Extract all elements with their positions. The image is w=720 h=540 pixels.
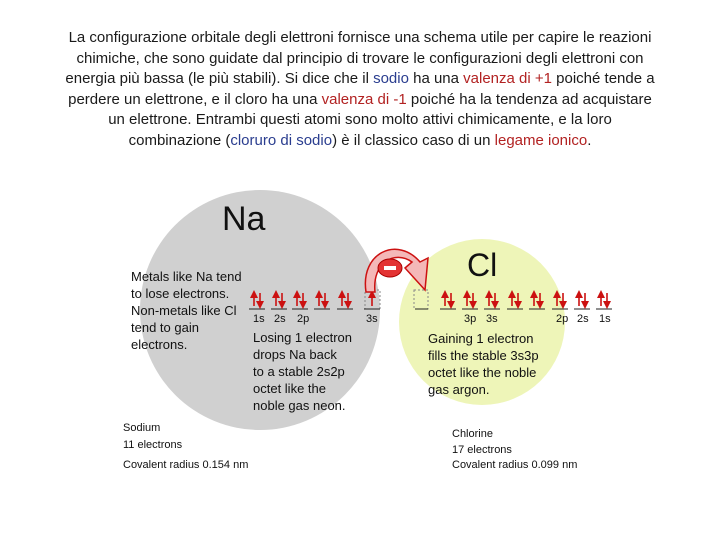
intro-text-2: ha una bbox=[408, 70, 464, 87]
chlorine-covalent-radius: Covalent radius 0.099 nm bbox=[452, 459, 578, 471]
sodium-name: Sodium bbox=[123, 422, 161, 434]
orbital-label: 2s bbox=[274, 313, 286, 325]
cloruro-term: cloruro di sodio bbox=[230, 131, 333, 149]
orbital-label: 1s bbox=[599, 313, 611, 325]
orbital-label: 3s bbox=[486, 313, 498, 325]
sodium-symbol: Na bbox=[222, 200, 266, 238]
intro-text-6: . bbox=[587, 131, 592, 149]
sodium-electron-count: 11 electrons bbox=[123, 439, 183, 451]
metals-note-line: Non-metals like Cl bbox=[131, 303, 237, 318]
losing-note bbox=[253, 330, 352, 413]
orbital-label: 3p bbox=[464, 313, 477, 325]
chlorine-info bbox=[452, 428, 577, 471]
intro-text-4: poiché ha la tendenza ad acquistare un elettrone. Entrambi questi atomi sono molto attivi chimicamente, e la loro combinazione ( bbox=[108, 90, 652, 149]
orbital-label: 2p bbox=[556, 313, 569, 325]
chlorine-name: Chlorine bbox=[452, 428, 493, 440]
chlorine-electron-count: 17 electrons bbox=[452, 444, 512, 456]
intro-text-5: ) è il classico caso di un bbox=[332, 131, 495, 149]
sodio-term: sodio bbox=[373, 70, 409, 87]
sodium-covalent-radius: Covalent radius 0.154 nm bbox=[123, 459, 249, 471]
losing-note-line: to a stable 2s2p bbox=[253, 364, 345, 379]
metals-note-line: electrons. bbox=[131, 337, 188, 352]
losing-note-line: noble gas neon. bbox=[253, 398, 346, 413]
chlorine-symbol: Cl bbox=[467, 247, 498, 283]
legame-term: legame ionico bbox=[494, 131, 588, 149]
gaining-note-line: octet like the noble bbox=[428, 365, 537, 380]
valenza-cl-term: valenza di -1 bbox=[321, 90, 407, 108]
valenza-na-term: valenza di +1 bbox=[463, 70, 552, 87]
orbital-label: 3s bbox=[366, 313, 378, 325]
electron-minus-sign bbox=[384, 266, 396, 270]
orbital-label: 1s bbox=[253, 313, 265, 325]
gaining-note-line: Gaining 1 electron bbox=[428, 331, 534, 346]
orbital-label: 2s bbox=[577, 313, 589, 325]
metals-note-line: Metals like Na tend bbox=[131, 269, 242, 284]
losing-note-line: Losing 1 electron bbox=[253, 330, 353, 345]
losing-note-line: drops Na back bbox=[253, 347, 337, 362]
intro-text-1: La configurazione orbitale degli elettroni fornisce una schema utile per capire le reazioni chimiche, che sono guidate dal principio di trovare le configurazioni degli elettroni con energia più bassa (le più stabili). Si dice che il bbox=[65, 29, 652, 87]
metals-note-line: to lose electrons. bbox=[131, 286, 230, 301]
sodium-info bbox=[123, 422, 248, 471]
losing-note-line: octet like the bbox=[253, 381, 326, 396]
orbital-label: 2p bbox=[297, 313, 310, 325]
metals-note-line: tend to gain bbox=[131, 320, 199, 335]
gaining-note-line: fills the stable 3s3p bbox=[428, 348, 539, 363]
intro-text-3: poiché tende a perdere un elettrone, e il cloro ha una bbox=[68, 70, 655, 108]
gaining-note-line: gas argon. bbox=[428, 382, 490, 397]
